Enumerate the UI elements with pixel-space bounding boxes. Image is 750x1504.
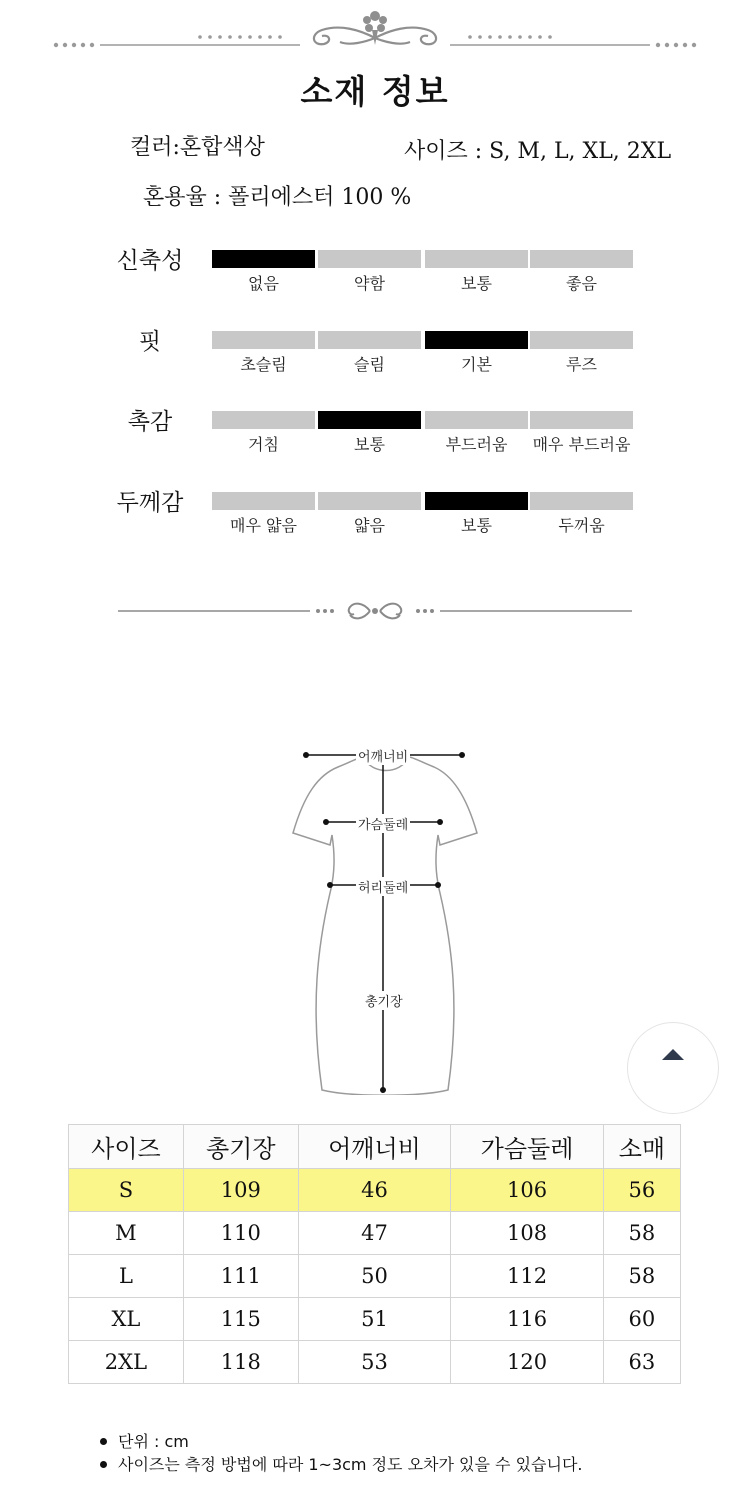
scale-option-label: 두꺼움 [558, 516, 605, 535]
fabric-mix-info: 혼용율 : 폴리에스터 100 % [143, 185, 412, 210]
table-row [69, 1341, 681, 1384]
chest-label: 가슴둘레 [356, 814, 410, 833]
scale-option-label: 좋음 [566, 274, 597, 293]
column-header: 사이즈 [69, 1125, 184, 1169]
table-cell: 58 [603, 1255, 680, 1298]
table-cell: 58 [603, 1212, 680, 1255]
scale-bar [425, 250, 528, 268]
table-cell: 47 [298, 1212, 451, 1255]
table-cell: 63 [603, 1341, 680, 1384]
table-cell: 112 [451, 1255, 604, 1298]
scale-bar [318, 411, 421, 429]
scale-option-label: 보통 [354, 435, 385, 454]
table-cell: 108 [451, 1212, 604, 1255]
scale-bar [530, 250, 633, 268]
scale-bar [318, 492, 421, 510]
table-cell: 115 [183, 1298, 298, 1341]
attribute-label: 두께감 [116, 490, 184, 516]
attribute-row-elasticity [0, 242, 750, 292]
scale-option-label: 루즈 [566, 355, 597, 374]
table-cell: 60 [603, 1298, 680, 1341]
scale-bar [212, 492, 315, 510]
attribute-row-thickness [0, 484, 750, 534]
scale-option-label: 슬림 [354, 355, 385, 374]
scale-option-label: 매우 얇음 [230, 516, 297, 535]
scale-bar [425, 331, 528, 349]
scale-bar [318, 331, 421, 349]
scale-bar [530, 411, 633, 429]
shoulder-width-label: 어깨너비 [356, 746, 410, 765]
scale-option-label: 약함 [354, 274, 385, 293]
table-cell: 109 [183, 1169, 298, 1212]
table-cell: 120 [451, 1341, 604, 1384]
table-cell: 106 [451, 1169, 604, 1212]
attribute-label: 촉감 [127, 409, 173, 435]
scale-option-label: 얇음 [354, 516, 385, 535]
triangle-up-icon [662, 1049, 684, 1060]
scale-bar [425, 492, 528, 510]
scale-bar [212, 331, 315, 349]
scale-option-label: 매우 부드러움 [532, 435, 631, 454]
scale-option-label: 보통 [461, 274, 492, 293]
scroll-top-button[interactable] [627, 1022, 719, 1114]
scale-bar [212, 250, 315, 268]
scale-bar [212, 411, 315, 429]
scale-bar [530, 492, 633, 510]
attribute-row-fit [0, 323, 750, 373]
scale-option-label: 기본 [461, 355, 492, 374]
scale-option-label: 없음 [248, 274, 279, 293]
divider-ornament [118, 596, 632, 626]
scale-option-label: 초슬림 [240, 355, 287, 374]
table-cell: 46 [298, 1169, 451, 1212]
attribute-label: 핏 [138, 329, 162, 355]
scale-option-label: 거침 [248, 435, 279, 454]
dress-outline [280, 745, 490, 1095]
column-header: 총기장 [183, 1125, 298, 1169]
size-info: 사이즈 : S, M, L, XL, 2XL [404, 139, 672, 164]
waist-label: 허리둘레 [356, 877, 410, 896]
column-header: 가슴둘레 [451, 1125, 604, 1169]
table-cell: 116 [451, 1298, 604, 1341]
table-cell: 53 [298, 1341, 451, 1384]
table-cell: XL [69, 1298, 184, 1341]
attribute-row-texture [0, 403, 750, 453]
column-header: 소매 [603, 1125, 680, 1169]
table-cell: 51 [298, 1298, 451, 1341]
table-row [69, 1255, 681, 1298]
table-row [69, 1169, 681, 1212]
note-item: 사이즈는 측정 방법에 따라 1~3cm 정도 오차가 있을 수 있습니다. [98, 1453, 583, 1476]
table-row [69, 1298, 681, 1341]
table-cell: L [69, 1255, 184, 1298]
page-title: 소재 정보 [300, 72, 450, 111]
size-notes [98, 1430, 583, 1476]
column-header: 어깨너비 [298, 1125, 451, 1169]
color-info: 컬러:혼합색상 [130, 135, 265, 160]
attribute-label: 신축성 [116, 248, 184, 274]
note-item: 단위 : cm [98, 1430, 583, 1453]
total-length-label: 총기장 [363, 991, 405, 1010]
top-ornament [0, 0, 750, 60]
table-cell: 50 [298, 1255, 451, 1298]
table-cell: 110 [183, 1212, 298, 1255]
table-cell: 2XL [69, 1341, 184, 1384]
scale-bar [425, 411, 528, 429]
scale-option-label: 부드러움 [445, 435, 508, 454]
scale-option-label: 보통 [461, 516, 492, 535]
table-cell: M [69, 1212, 184, 1255]
table-cell: 118 [183, 1341, 298, 1384]
scale-bar [530, 331, 633, 349]
table-header-row [69, 1125, 681, 1169]
table-cell: 56 [603, 1169, 680, 1212]
table-cell: S [69, 1169, 184, 1212]
table-row [69, 1212, 681, 1255]
size-table [68, 1124, 681, 1384]
scale-bar [318, 250, 421, 268]
dress-diagram [280, 745, 490, 1095]
table-cell: 111 [183, 1255, 298, 1298]
